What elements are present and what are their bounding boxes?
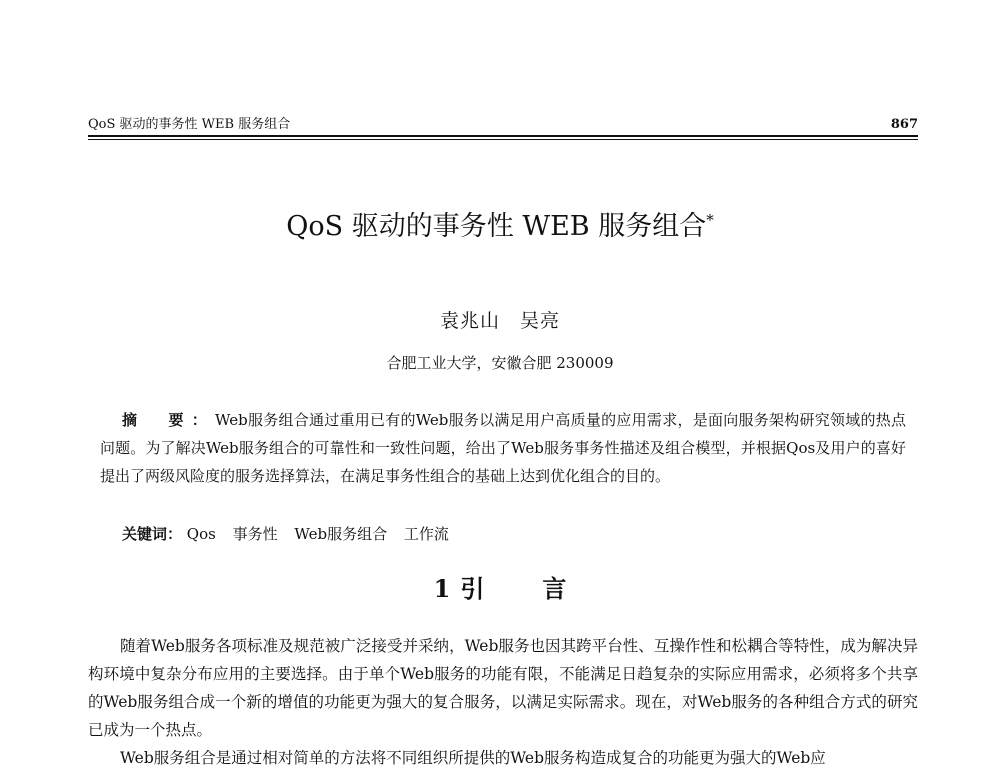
keywords-label: 关键词： xyxy=(122,525,183,543)
header-rule-thick xyxy=(88,135,918,137)
section-number: 1 xyxy=(433,574,451,603)
body-paragraph-2: Web服务组合是通过相对简单的方法将不同组织所提供的Web服务构造成复合的功能更为强大的Web应 xyxy=(120,749,826,767)
authors: 袁兆山 吴亮 xyxy=(439,310,560,332)
affiliation: 合肥工业大学，安徽合肥 230009 xyxy=(386,354,614,372)
section-heading xyxy=(0,572,1000,606)
keyword-item: Qos xyxy=(186,525,216,543)
keyword-item: 工作流 xyxy=(403,525,449,543)
section-title-part2: 言 xyxy=(542,574,567,603)
keywords xyxy=(122,520,461,548)
page-number: 867 xyxy=(890,117,918,132)
abstract xyxy=(100,406,906,490)
abstract-text: Web服务组合通过重用已有的Web服务以满足用户高质量的应用需求，是面向服务架构研究领域的热点问题。为了解决Web服务组合的可靠性和一致性问题，给出了Web服务事务性描述及组合模型，并根据Qos及用户的喜好提出了两级风险度的服务选择算法，在满足事务性组合的基础上达到优化组合的目的。 xyxy=(100,411,906,485)
section-title-part1: 引 xyxy=(460,574,485,603)
running-header xyxy=(88,116,918,136)
paper-title-text: QoS 驱动的事务性 WEB 服务组合 xyxy=(286,211,707,242)
header-rule-thin xyxy=(88,139,918,140)
paper-title xyxy=(0,202,1000,245)
title-footnote-mark: * xyxy=(706,211,714,229)
running-header-title: QoS 驱动的事务性 WEB 服务组合 xyxy=(88,117,291,132)
keyword-item: 事务性 xyxy=(232,525,278,543)
abstract-label: 摘 要： xyxy=(122,411,216,429)
body-paragraph-1: 随着Web服务各项标准及规范被广泛接受并采纳，Web服务也因其跨平台性、互操作性和松耦合等特性，成为解决异构环境中复杂分布应用的主要选择。由于单个Web服务的功能有限，不能满足日趋复杂的实际应用需求，必须将多个共享的Web服务组合成一个新的增值的功能更为强大的复合服务，以满足实际需求。现在，对Web服务的各种组合方式的研究已成为一个热点。 xyxy=(88,637,918,739)
keyword-item: Web服务组合 xyxy=(294,525,388,543)
